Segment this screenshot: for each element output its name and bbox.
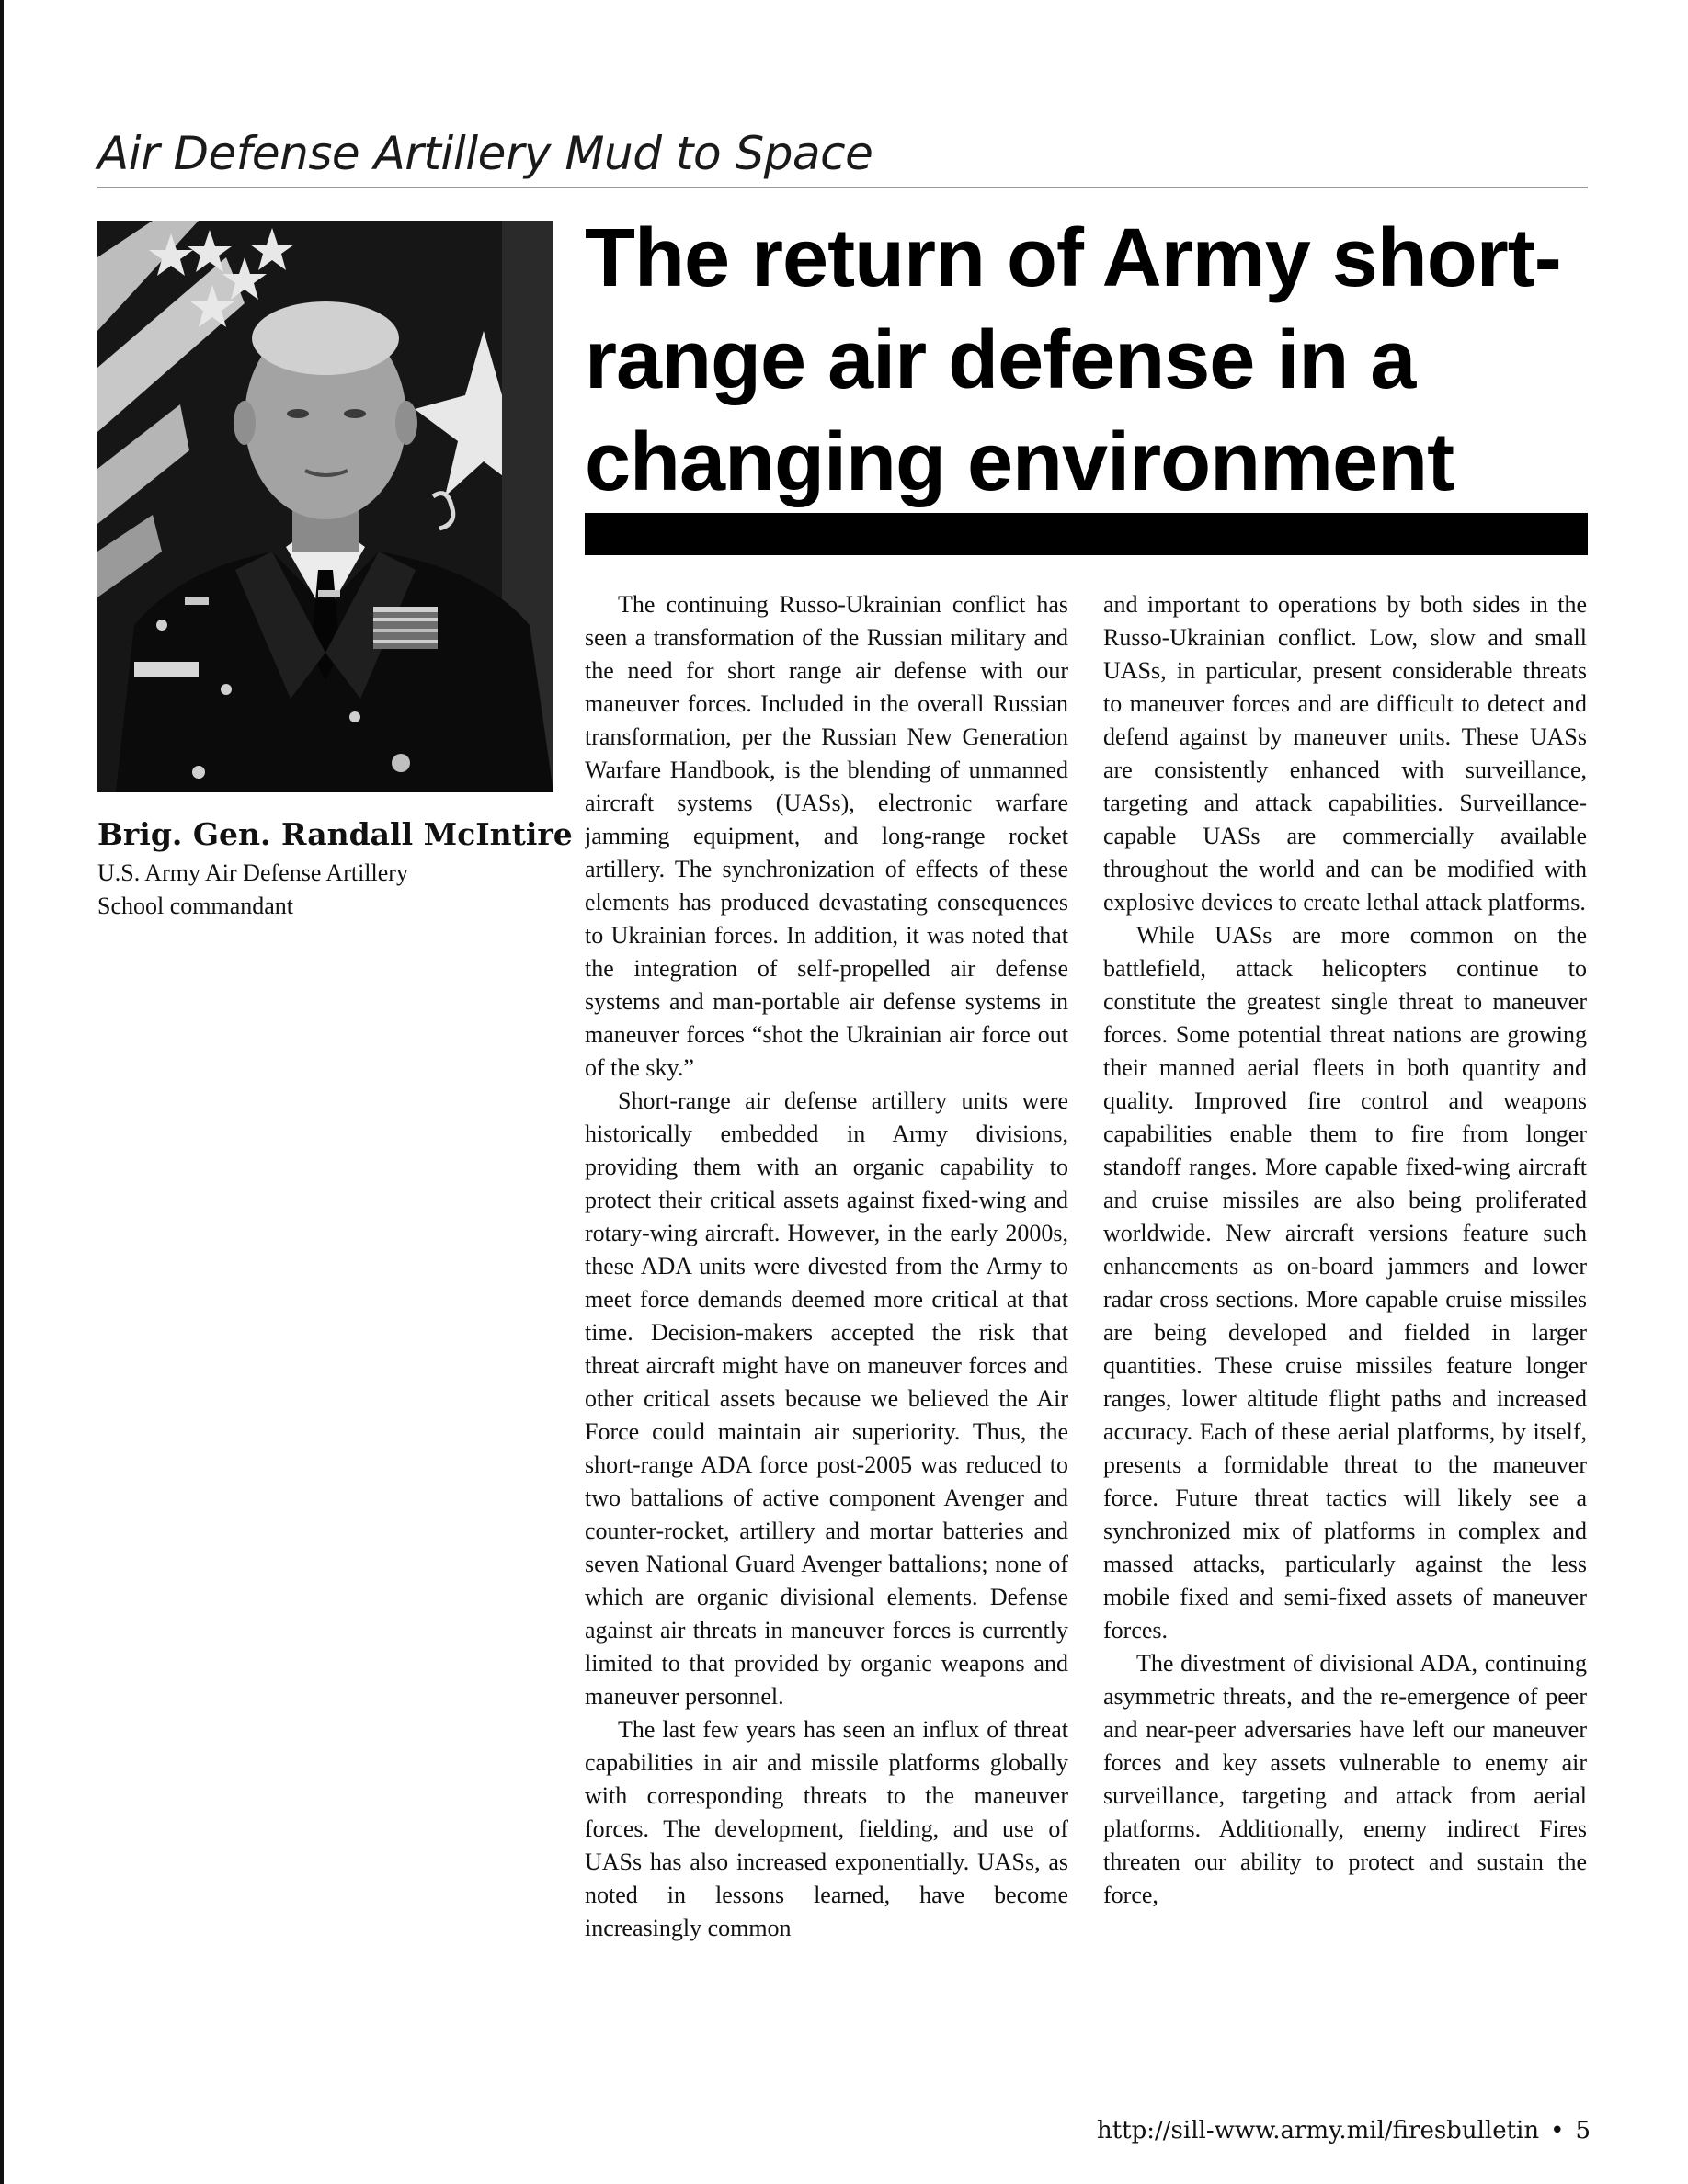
page-footer [1097, 2114, 1591, 2147]
article-column-1 [585, 588, 1068, 2031]
author-portrait [97, 221, 553, 792]
author-name: Brig. Gen. Randall McIntire [97, 816, 573, 852]
footer-url[interactable]: http://sill-www.army.mil/firesbulletin [1096, 2117, 1540, 2144]
footer-separator: • [1550, 2117, 1565, 2144]
headline-bar [585, 513, 1588, 555]
body-paragraph: Short-range air defense artillery units were historically embedded in Army divisions, providing them with an organic capability to protect their critical assets against fixed-wing and rotary-wing aircraft. However, in the early 2000s, these ADA units were divested from the Army to meet force demands deemed more critical at that time. Decision-makers accepted the risk that threat aircraft might have on maneuver forces and other critical assets because we believed the Air Force could maintain air superiority. Thus, the short-range ADA force post-2005 was reduced to two battalions of active component Avenger and counter-rocket, artillery and mortar batteries and seven National Guard Avenger battalions; none of which are organic divisional elements. Defense against air threats in maneuver forces is currently limited to that provided by organic weapons and maneuver personnel. [585, 1087, 1068, 1710]
body-paragraph: The continuing Russo-Ukrainian conflict has seen a transformation of the Russian military and the need for short range air defense with our maneuver forces. Included in the overall Russian transformation, per the Russian New Generation Warfare Handbook, is the blending of unmanned aircraft systems (UASs), electronic warfare jamming equipment, and long-range rocket artillery. The synchronization of effects of these elements has produced devastating consequences to Ukrainian forces. In addition, it was noted that the integration of self-propelled air defense systems and man-portable air defense systems in maneuver forces “shot the Ukrainian air force out of the sky.” [585, 591, 1068, 1081]
article-column-2 [1103, 588, 1587, 2031]
page-edge-rule [0, 0, 4, 2184]
author-byline [97, 813, 573, 923]
page-number: 5 [1575, 2117, 1591, 2144]
header-divider [97, 187, 1588, 188]
body-paragraph: The last few years has seen an influx of threat capabilities in air and missile platforms globally with corresponding threats to the maneuver forces. The development, fielding, and use of UASs has also increased exponentially. UASs, as noted in lessons learned, have become increasingly common [585, 1716, 1068, 1941]
article-headline: The return of Army short-range air defense in a changing environment [585, 212, 1561, 508]
section-header: Air Defense Artillery Mud to Space [97, 127, 873, 180]
body-paragraph: The divestment of divisional ADA, continuing asymmetric threats, and the re-emergence of peer and near-peer adversaries have left our maneuver forces and key assets vulnerable to enemy air surveillance, targeting and attack from aerial platforms. Additionally, enemy indirect Fires threaten our ability to protect and sustain the force, [1103, 1650, 1587, 1908]
author-role: U.S. Army Air Defense Artillery [97, 859, 408, 886]
body-paragraph: and important to operations by both sides in the Russo-Ukrainian conflict. Low, slow and small UASs, in particular, present considerable threats to maneuver forces and are difficult to detect and defend against by maneuver units. These UASs are consistently enhanced with surveillance, targeting and attack capabilities. Surveillance-capable UASs are commercially available throughout the world and can be modified with explosive devices to create lethal attack platforms. [1103, 591, 1587, 916]
author-role: School commandant [97, 893, 294, 919]
body-paragraph: While UASs are more common on the battlefield, attack helicopters continue to constitute the greatest single threat to maneuver forces. Some potential threat nations are growing their manned aerial fleets in both quantity and quality. Improved fire control and weapons capabilities enable them to fire from longer standoff ranges. More capable fixed-wing aircraft and cruise missiles are also being proliferated worldwide. New aircraft versions feature such enhancements as on-board jammers and lower radar cross sections. More capable cruise missiles are being developed and fielded in larger quantities. These cruise missiles feature longer ranges, lower altitude flight paths and increased accuracy. Each of these aerial platforms, by itself, presents a formidable threat to the maneuver force. Future threat tactics will likely see a synchronized mix of platforms in complex and massed attacks, particularly against the less mobile fixed and semi-fixed assets of maneuver forces. [1103, 922, 1587, 1644]
